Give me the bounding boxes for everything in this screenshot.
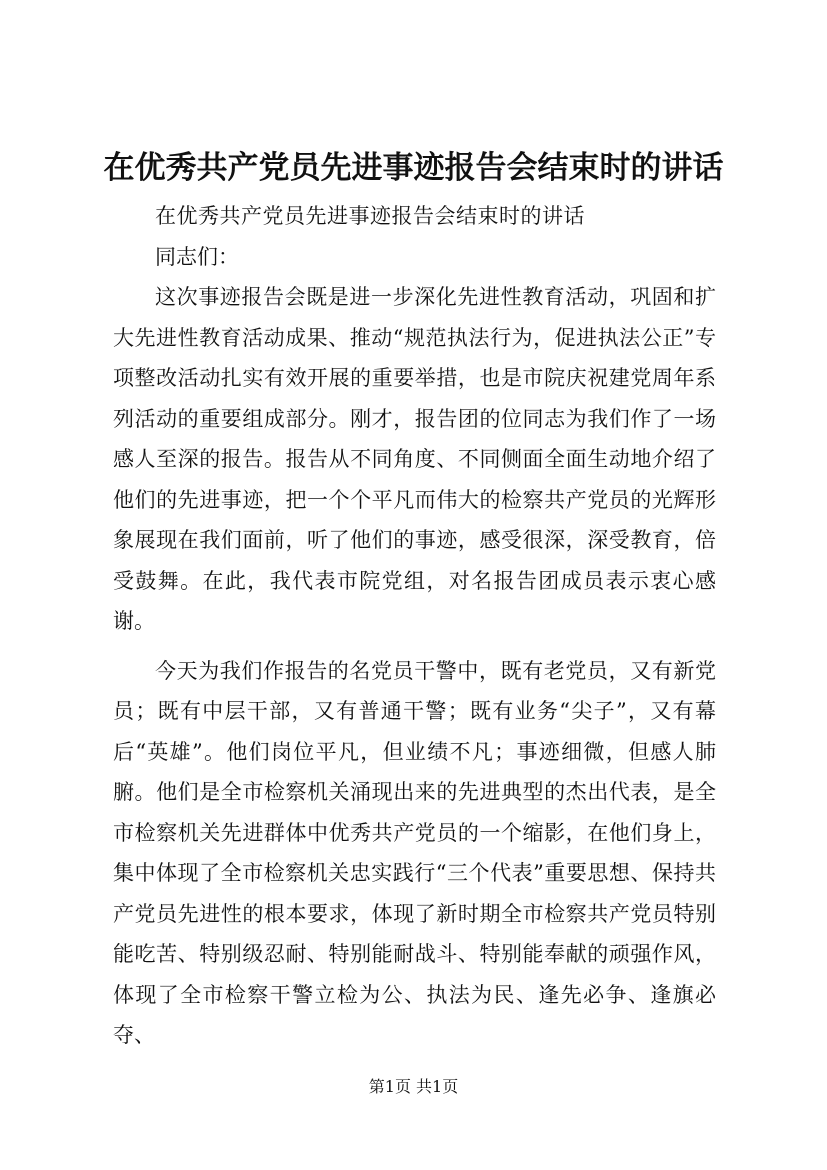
document-body (113, 196, 716, 1056)
salutation: 同志们： (155, 244, 239, 269)
paragraph-1: 这次事迹报告会既是进一步深化先进性教育活动，巩固和扩大先进性教育活动成果、推动“规范执法行为，促进执法公正”专项整改活动扎实有效开展的重要举措，也是市院庆祝建党周年系列活动的重要组成部分。刚才，报告团的位同志为我们作了一场感人至深的报告。报告从不同角度、不同侧面全面生动地介绍了他们的先进事迹，把一个个平凡而伟大的检察共产党员的光辉形象展现在我们面前，听了他们的事迹，感受很深，深受教育，倍受鼓舞。在此，我代表市院党组，对名报告团成员表示衷心感谢。 (113, 285, 716, 633)
document-title: 在优秀共产党员先进事迹报告会结束时的讲话 (103, 150, 724, 186)
page-footer: 第1页 共1页 (368, 1077, 459, 1096)
paragraph-2: 今天为我们作报告的名党员干警中，既有老党员，又有新党员；既有中层干部，又有普通干警；既有业务“尖子”，又有幕后“英雄”。他们岗位平凡，但业绩不凡；事迹细微，但感人肺腑。他们是全市检察机关涌现出来的先进典型的杰出代表，是全市检察机关先进群体中优秀共产党员的一个缩影，在他们身上，集中体现了全市检察机关忠实践行“三个代表”重要思想、保持共产党员先进性的根本要求，体现了新时期全市检察共产党员特别能吃苦、特别级忍耐、特别能耐战斗、特别能奉献的顽强作风，体现了全市检察干警立检为公、执法为民、逢先必争、逢旗必夺、 (113, 658, 716, 1047)
document-subtitle: 在优秀共产党员先进事迹报告会结束时的讲话 (155, 204, 585, 228)
